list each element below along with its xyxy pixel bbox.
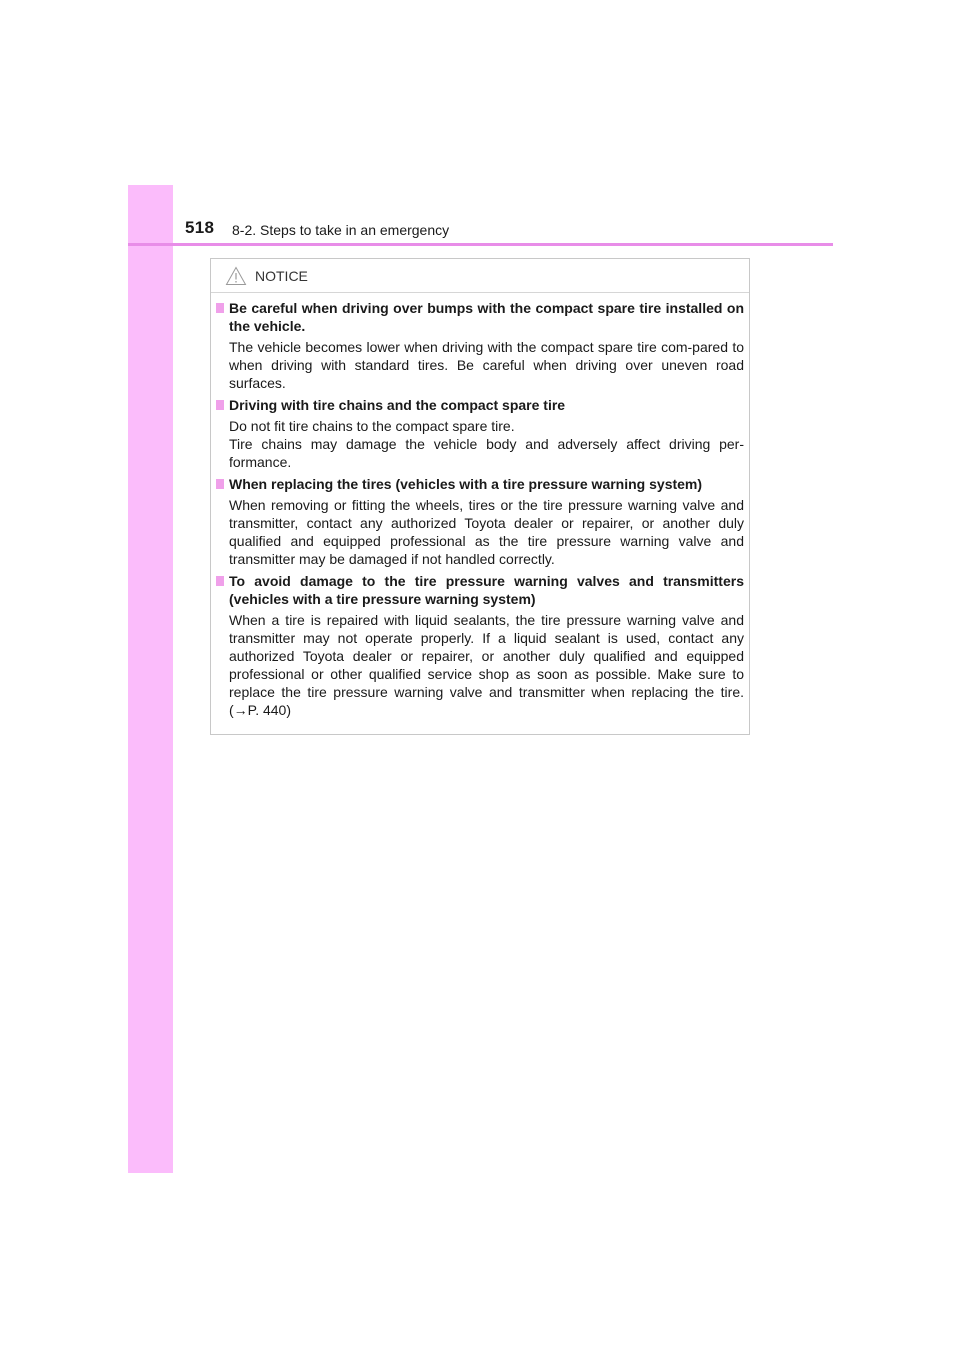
notice-item-text: Do not fit tire chains to the compact spare tire. Tire chains may damage the vehicle body and adversely affect driving per-formance. <box>229 418 744 470</box>
section-title: 8-2. Steps to take in an emergency <box>232 222 450 238</box>
notice-item <box>216 572 744 719</box>
notice-item-title: When replacing the tires (vehicles with a tire pressure warning system) <box>216 475 744 493</box>
notice-item-text: When a tire is repaired with liquid sealants, the tire pressure warning valve and transmitter may not operate properly. If a liquid sealant is used, contact any authorized Toyota dealer or repairer, or another duly qualified and equipped professional or other qualified service shop as soon as possible. Make sure to replace the tire pressure warning valve and transmitter when replacing the tire. (→P. 440) <box>229 612 744 718</box>
notice-item <box>216 299 744 392</box>
notice-header <box>225 263 308 289</box>
square-bullet-icon <box>216 576 224 586</box>
notice-body <box>216 299 744 723</box>
notice-item-text: When removing or fitting the wheels, tires or the tire pressure warning valve and transmitter, contact any authorized Toyota dealer or repairer, or another duly qualified and equipped professional as the tire pressure warning valve and transmitter may be damaged if not handled correctly. <box>229 497 744 567</box>
notice-item-title: Be careful when driving over bumps with the compact spare tire installed on the vehicle. <box>216 299 744 335</box>
notice-item-title: To avoid damage to the tire pressure warning valves and transmitters (vehicles with a tire pressure warning system) <box>216 572 744 608</box>
notice-item <box>216 475 744 568</box>
square-bullet-icon <box>216 303 224 313</box>
notice-label: NOTICE <box>255 268 308 284</box>
notice-box <box>210 258 750 735</box>
header-rule <box>128 243 833 246</box>
notice-item-text: The vehicle becomes lower when driving with the compact spare tire com-pared to when driving with standard tires. Be careful when driving over uneven road surfaces. <box>229 339 744 391</box>
square-bullet-icon <box>216 400 224 410</box>
warning-triangle-icon <box>225 266 247 286</box>
notice-item-title: Driving with tire chains and the compact spare tire <box>216 396 744 414</box>
chapter-side-tab <box>128 185 173 1173</box>
notice-item <box>216 396 744 471</box>
page-number: 518 <box>185 218 215 237</box>
square-bullet-icon <box>216 479 224 489</box>
notice-divider <box>211 292 749 293</box>
